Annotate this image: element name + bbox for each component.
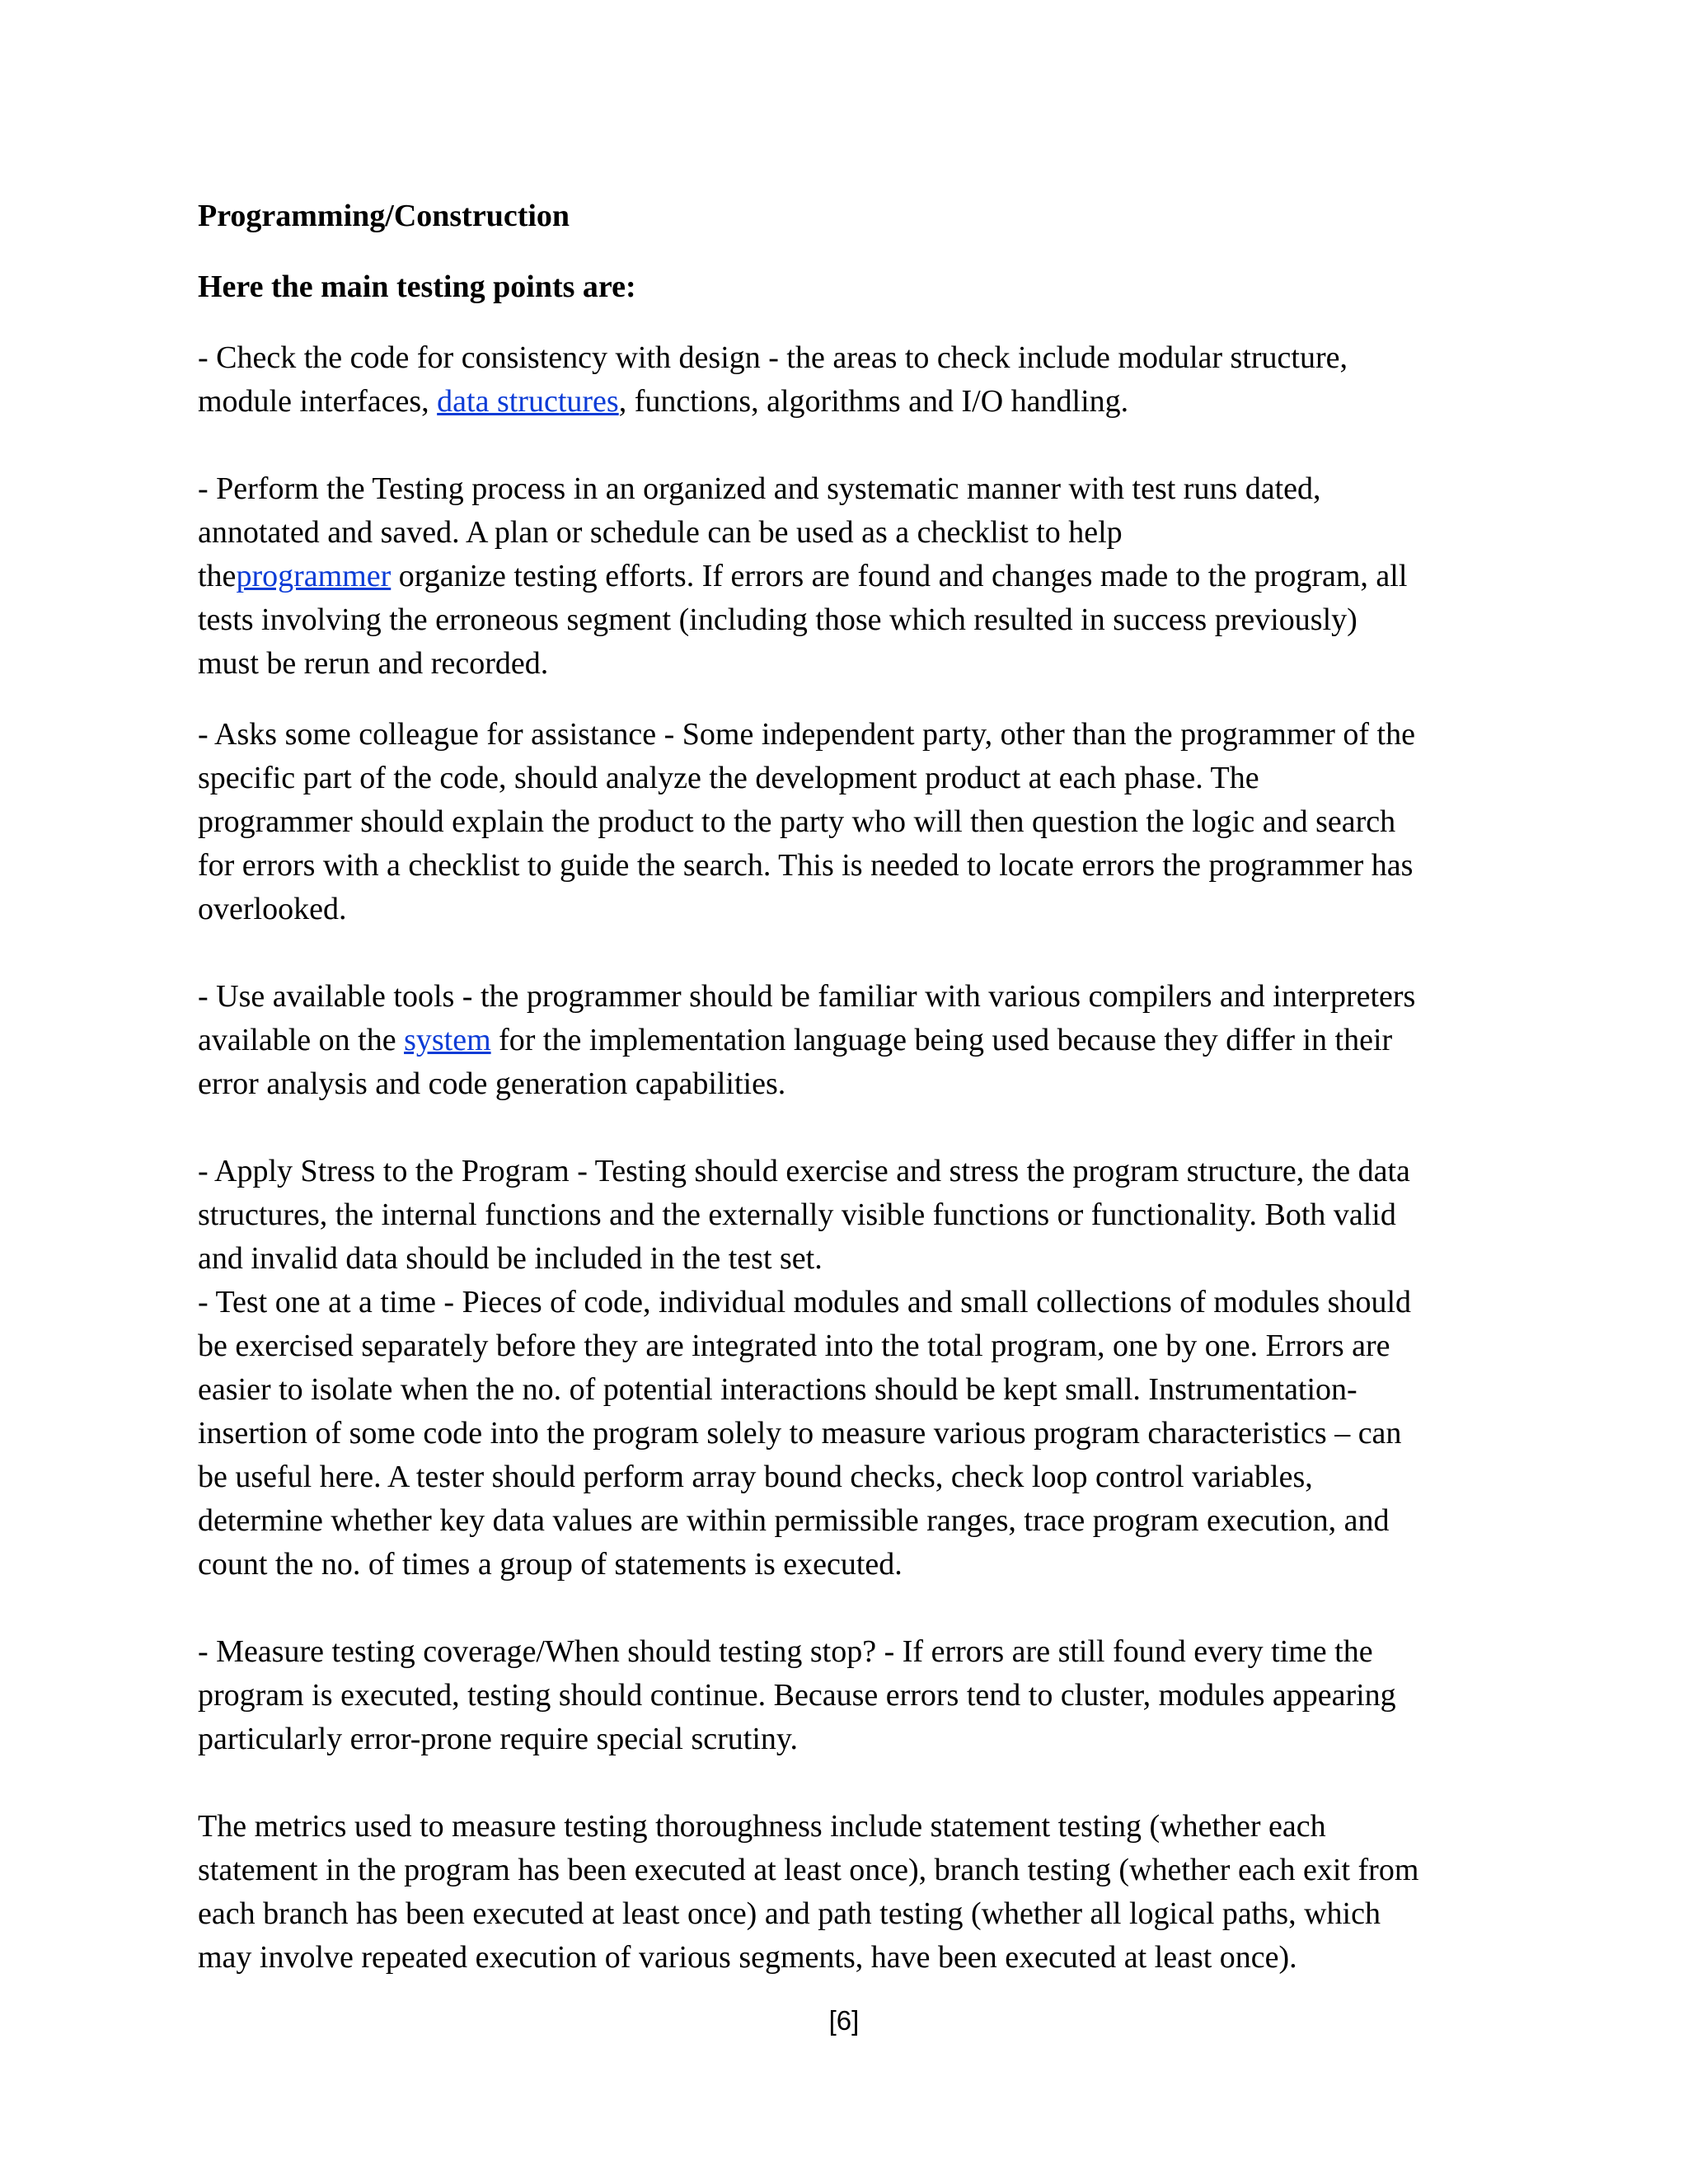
text-run: available on the bbox=[198, 1023, 405, 1057]
text-run: count the no. of times a group of statements is executed. bbox=[198, 1547, 903, 1582]
text-run: - Measure testing coverage/When should testing stop? - If errors are still found every time the bbox=[198, 1634, 1373, 1669]
text-run: - Perform the Testing process in an organized and systematic manner with test runs dated, bbox=[198, 471, 1321, 506]
text-run: easier to isolate when the no. of potential interactions should be kept small. Instrumentation- bbox=[198, 1372, 1357, 1407]
text-run: insertion of some code into the program solely to measure various program characteristics – can bbox=[198, 1416, 1402, 1451]
text-run: specific part of the code, should analyze the development product at each phase. The bbox=[198, 761, 1259, 795]
text-line bbox=[198, 1368, 1500, 1412]
text-run: be useful here. A tester should perform array bound checks, check loop control variables, bbox=[198, 1460, 1313, 1494]
text-line bbox=[198, 800, 1500, 844]
body-paragraph bbox=[198, 1805, 1500, 1980]
text-run: organize testing efforts. If errors are found and changes made to the program, all bbox=[391, 559, 1408, 593]
text-run: each branch has been executed at least once) and path testing (whether all logical paths, which bbox=[198, 1896, 1381, 1931]
subsection-heading: Here the main testing points are: bbox=[198, 269, 636, 304]
text-line bbox=[198, 1281, 1500, 1324]
text-run: annotated and saved. A plan or schedule can be used as a checklist to help bbox=[198, 515, 1123, 550]
text-line bbox=[198, 555, 1500, 598]
text-line bbox=[198, 1805, 1500, 1849]
paragraph-gap bbox=[198, 1106, 1500, 1150]
text-run: tests involving the erroneous segment (including those which resulted in success previously) bbox=[198, 602, 1357, 637]
text-run: structures, the internal functions and the externally visible functions or functionality. Both valid bbox=[198, 1197, 1396, 1232]
text-line bbox=[198, 1936, 1500, 1980]
text-run: the bbox=[198, 559, 237, 593]
text-run: module interfaces, bbox=[198, 384, 438, 419]
paragraph-gap bbox=[198, 309, 1500, 336]
page-number: [6] bbox=[828, 2005, 860, 2036]
text-line bbox=[198, 598, 1500, 642]
text-run: and invalid data should be included in the test set. bbox=[198, 1241, 823, 1276]
text-run: programmer should explain the product to the party who will then question the logic and search bbox=[198, 804, 1396, 839]
text-line bbox=[198, 844, 1500, 888]
paragraph-gap bbox=[198, 1586, 1500, 1630]
text-line bbox=[198, 1630, 1500, 1674]
text-run: determine whether key data values are within permissible ranges, trace program execution, and bbox=[198, 1503, 1390, 1538]
body-paragraph bbox=[198, 975, 1500, 1106]
hyperlink-programmer[interactable]: programmer bbox=[236, 559, 392, 593]
text-line bbox=[198, 1412, 1500, 1455]
text-line bbox=[198, 1718, 1500, 1761]
text-line bbox=[198, 1674, 1500, 1718]
text-run: The metrics used to measure testing thoroughness include statement testing (whether each bbox=[198, 1809, 1326, 1844]
text-line bbox=[198, 975, 1500, 1019]
text-line bbox=[198, 1062, 1500, 1106]
paragraph-list bbox=[198, 309, 1500, 1980]
text-run: - Use available tools - the programmer should be familiar with various compilers and interpreters bbox=[198, 979, 1416, 1014]
hyperlink-system[interactable]: system bbox=[404, 1023, 491, 1057]
section-heading: Programming/Construction bbox=[198, 199, 570, 233]
text-line bbox=[198, 380, 1500, 424]
text-line bbox=[198, 1324, 1500, 1368]
text-run: statement in the program has been executed at least once), branch testing (whether each exit from bbox=[198, 1853, 1419, 1887]
text-run: for errors with a checklist to guide the search. This is needed to locate errors the programmer has bbox=[198, 848, 1414, 883]
text-line bbox=[198, 888, 1500, 931]
text-run: must be rerun and recorded. bbox=[198, 646, 549, 681]
text-line bbox=[198, 467, 1500, 511]
text-line bbox=[198, 1499, 1500, 1543]
text-run: overlooked. bbox=[198, 892, 347, 926]
body-paragraph bbox=[198, 1281, 1500, 1586]
text-run: for the implementation language being used because they differ in their bbox=[490, 1023, 1393, 1057]
text-run: , functions, algorithms and I/O handling. bbox=[618, 384, 1129, 419]
text-line bbox=[198, 1237, 1500, 1281]
paragraph-gap bbox=[198, 1761, 1500, 1805]
text-line bbox=[198, 1150, 1500, 1193]
body-paragraph bbox=[198, 713, 1500, 931]
text-line bbox=[198, 757, 1500, 800]
body-paragraph bbox=[198, 467, 1500, 686]
text-run: - Test one at a time - Pieces of code, individual modules and small collections of modules should bbox=[198, 1285, 1411, 1319]
text-line bbox=[198, 1849, 1500, 1892]
hyperlink-data-structures[interactable]: data structures bbox=[437, 384, 619, 419]
page-content bbox=[198, 194, 1500, 1980]
text-line bbox=[198, 1455, 1500, 1499]
text-line bbox=[198, 511, 1500, 555]
body-paragraph bbox=[198, 336, 1500, 424]
text-run: particularly error-prone require special scrutiny. bbox=[198, 1722, 798, 1756]
text-run: error analysis and code generation capabilities. bbox=[198, 1066, 786, 1101]
text-run: - Asks some colleague for assistance - Some independent party, other than the programmer of the bbox=[198, 717, 1415, 752]
text-run: - Check the code for consistency with design - the areas to check include modular structure, bbox=[198, 340, 1348, 375]
paragraph-gap bbox=[198, 686, 1500, 713]
text-run: - Apply Stress to the Program - Testing should exercise and stress the program structure, the data bbox=[198, 1154, 1410, 1188]
text-line bbox=[198, 1543, 1500, 1586]
text-line bbox=[198, 336, 1500, 380]
text-line bbox=[198, 1019, 1500, 1062]
body-paragraph bbox=[198, 1150, 1500, 1281]
text-line bbox=[198, 1892, 1500, 1936]
text-line bbox=[198, 713, 1500, 757]
text-run: may involve repeated execution of various segments, have been executed at least once). bbox=[198, 1940, 1297, 1975]
text-line bbox=[198, 1193, 1500, 1237]
text-run: be exercised separately before they are integrated into the total program, one by one. Errors are bbox=[198, 1329, 1390, 1363]
paragraph-gap bbox=[198, 931, 1500, 975]
paragraph-gap bbox=[198, 424, 1500, 467]
text-line bbox=[198, 642, 1500, 686]
body-paragraph bbox=[198, 1630, 1500, 1761]
text-run: program is executed, testing should continue. Because errors tend to cluster, modules appearing bbox=[198, 1678, 1396, 1713]
